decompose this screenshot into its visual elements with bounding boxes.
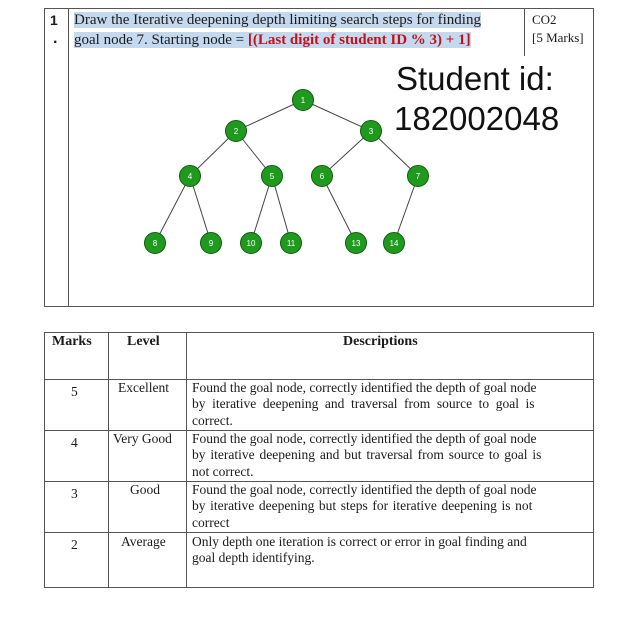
- tree-node-label-8: 8: [152, 239, 158, 248]
- search-tree: [0, 0, 630, 300]
- header-level: Level: [127, 334, 160, 349]
- tree-node-label-6: 6: [319, 172, 325, 181]
- row-excellent-desc-2: by iterative deepening and traversal from source to goal is: [192, 396, 535, 411]
- header-descriptions: Descriptions: [343, 334, 418, 349]
- row-good-desc-3: correct: [192, 515, 230, 530]
- student-id-value: 182002048: [394, 100, 560, 137]
- row-good-desc-1: Found the goal node, correctly identified the depth of goal node: [192, 482, 537, 497]
- tree-node-label-5: 5: [269, 172, 275, 181]
- tree-node-label-1: 1: [300, 96, 306, 105]
- tree-node-label-9: 9: [208, 239, 214, 248]
- row-average-desc-2: goal depth identifying.: [192, 550, 315, 565]
- student-id-label: Student id:: [396, 60, 554, 97]
- tree-node-label-7: 7: [415, 172, 421, 181]
- row-excellent-level: Excellent: [118, 380, 169, 395]
- row-excellent-desc-1: Found the goal node, correctly identified the depth of goal node: [192, 380, 537, 395]
- row-average-desc-1: Only depth one iteration is correct or error in goal finding and: [192, 534, 527, 549]
- row-very-good-marks: 4: [71, 435, 78, 450]
- question-line-1-text: Draw the Iterative deepening depth limiting search steps for finding: [74, 12, 481, 28]
- starting-node-formula: [(Last digit of student ID % 3) + 1]: [247, 32, 471, 48]
- question-line-2-prefix: goal node 7. Starting node =: [74, 32, 248, 48]
- edge-1-3: [303, 100, 371, 131]
- tree-node-label-4: 4: [187, 172, 193, 181]
- row-average-marks: 2: [71, 537, 78, 552]
- edge-6-13: [322, 176, 356, 243]
- row-good-desc-2: by iterative deepening but steps for iterative deepening is not: [192, 498, 533, 513]
- row-very-good-desc-3: not correct.: [192, 464, 254, 479]
- row-very-good-desc-2: by iterative deepening and but traversal from source to goal is: [192, 447, 542, 462]
- row-average-level: Average: [121, 534, 166, 549]
- question-number: 1: [50, 12, 58, 28]
- course-outcome: CO2: [532, 12, 557, 27]
- row-very-good-desc-1: Found the goal node, correctly identified the depth of goal node: [192, 431, 537, 446]
- row-good-marks: 3: [71, 486, 78, 501]
- edge-1-2: [236, 100, 303, 131]
- tree-node-label-3: 3: [368, 127, 374, 136]
- header-marks: Marks: [52, 334, 92, 349]
- tree-node-label-2: 2: [233, 127, 239, 136]
- marks-allocation: [5 Marks]: [532, 30, 584, 45]
- edge-4-8: [155, 176, 190, 243]
- row-good-level: Good: [130, 482, 160, 497]
- row-excellent-marks: 5: [71, 384, 78, 399]
- row-excellent-desc-3: correct.: [192, 413, 233, 428]
- tree-node-label-10: 10: [246, 239, 256, 248]
- tree-node-label-11: 11: [286, 239, 296, 248]
- row-very-good-level: Very Good: [113, 431, 172, 446]
- tree-node-label-14: 14: [389, 239, 399, 248]
- tree-node-label-13: 13: [351, 239, 361, 248]
- question-bullet: .: [53, 30, 58, 47]
